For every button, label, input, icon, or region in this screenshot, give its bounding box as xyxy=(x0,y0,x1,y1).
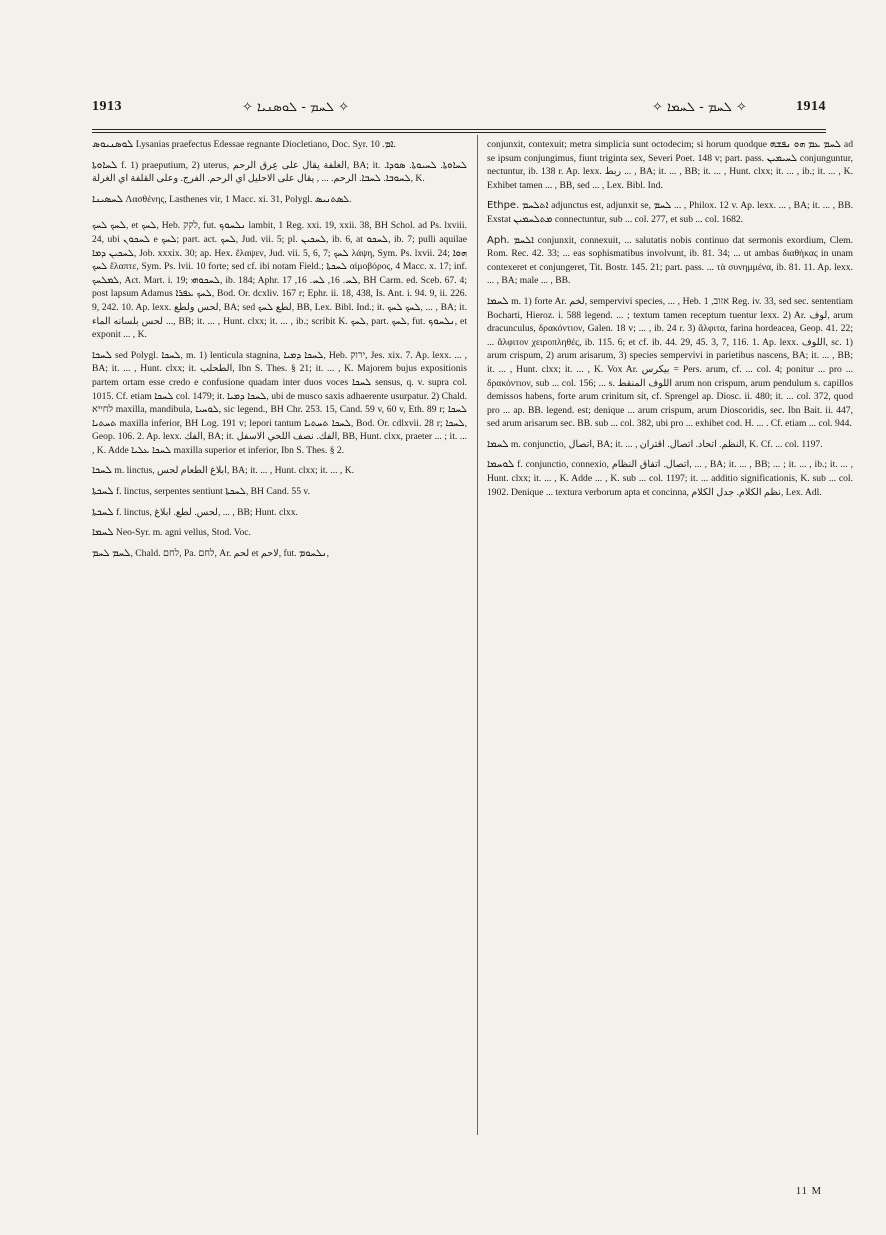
entry-text: f. 1) praeputium, 2) uterus, الغلفة يقال على عِرق الرحم, BA; it. ܠܚܐܘܬܐ. ܠܚܝܘܬܐ. ܣܘܕܐ. ܠܚܘܒܐ. ܠܚܒܐ. الرحم. ... , يقال على الاحليل اي الرحم. الفرج. وعلى القلفة اي الغرلة, K. xyxy=(92,159,467,185)
entry xyxy=(92,138,467,152)
entry-text: f. linctus, serpentes sentiunt ܠܚܟܬܐ, BH Cand. 55 v. xyxy=(115,486,310,498)
entry-text: conjunxit, contexuit; metra simplicia sunt octodecim; si horum quodque ܠܚܡ ܥܡ ܗܘ ܢܦܫܗ ad se ipsum conjungimus, fiunt triginta sex, Severi Poet. 148 v; part. pass. ܠܚܝܡܝܢ conjunguntur, nectuntur, ib. 138 r. Ap. lexx. ربط ... , BA; it. ... , BB; it. ... , Hunt. clxx; it. ... , ib.; it. ... , K. Exhibet tamen ... , BB, sed ... , Lex. Bibl. Ind. xyxy=(487,139,854,191)
entry-text: ܠܚܟ, et ܠܚܟ, Heb. לקק, fut. ܢܠܚܘܟ lambit, 1 Reg. xxi. 19, xxii. 38, BH Schol. ad Ps. lxviii. 24, ubi ܠܚܟܘܢ e ܠܚܟ; part. act. ܠܚܟ, Jud. vii. 5; pl. ܠܚܟܝܢ, ib. 6, at ܠܚܟܘ, ib. 7; pulli aquilae ܠܚܟܝܢ ܕܡܐ, Job. xxxix. 30; ap. Hex. ἔλαψεν, Jud. vii. 5, 6, 7; ܠܚܟ λάψη, Sym. Ps. lxvii. 24; ܗܘܐ ܠܚܟ ἔλαπτε, Sym. Ps. lvii. 10 forte; sed cf. ibi notam Field.; ܠܚܟܬܐ αἱμοβόρος, 4 Macc. x. 17; inf. ܠܡܠܚܟ, Act. Mart. i. 19; ܠܚܟܘܗܝ, ib. 184; Aphr. ܠܚ. 16, ܠܚ. 16, 17, BH Carm. ed. Sceb. 67. 4; post lapsum Adamus ܠܚܟ ܥܦܪܐ, Bod. Or. dcxliv. 167 r; Ephr. ii. 18, 438, Is. Ant. i. 94. 9, ii. 226. 9, 242. 10. Ap. lexx. لحس ولطع, BA; sed لطع ܠܚܟ, BB, Lex. Bibl. Ind.; it. ܠܚܟ ܠܚܟ, ... , BA; it. لحس بلسانه الماء ..., BB; it. ... , Hunt. clxx; it. ... , ib.; scribit K. ܠܚܟ, part. ܠܚܟ, fut. ܢܠܚܘܟ, et exponit ... , K. xyxy=(92,220,468,341)
right-page-number: 1914 xyxy=(796,99,826,114)
entry-headword: ܠܘܣܢܝܘܣ xyxy=(92,139,134,150)
entry-headword: Ethpe. xyxy=(487,200,520,212)
right-column xyxy=(487,138,853,506)
entry-headword: ܠܘܚܡܐ xyxy=(487,459,515,471)
entry-headword: ܠܚܟܐ xyxy=(92,465,112,477)
entry-text: ܐܬܠܚܡ adjunctus est, adjunxit se, ܠܚܡ ... , Philox. 12 v. Ap. lexx. ... , BA; it. ... , BB. Exstat ܡܬܠܚܡܝܢ connectuntur, sub ... col. 277, et sub ... col. 1682. xyxy=(487,200,853,225)
entry xyxy=(92,464,467,478)
left-page-number: 1913 xyxy=(92,99,122,114)
entry xyxy=(92,159,467,186)
entry-text: Lysanias praefectus Edessae regnante Diocletiano, Doc. Syr. ܐܡ. 10. xyxy=(135,139,396,150)
entry xyxy=(487,138,853,192)
header-rule xyxy=(92,129,826,130)
right-running-headword: ✧ ܠܚܡ - ܠܚܡܐ ✧ xyxy=(652,99,747,115)
entry-headword: Aph. xyxy=(487,234,510,246)
entry-headword: ܠܚܡܐ xyxy=(487,295,509,307)
entry-headword: ܠܚܡܐ xyxy=(487,438,509,450)
entry xyxy=(92,526,467,540)
entry xyxy=(487,458,853,499)
entry xyxy=(92,547,467,561)
entry-text: f. linctus, لحس. لطع. ابلاغ, ... , BB; Hunt. clxx. xyxy=(115,506,298,518)
entry-text: m. conjunctio, اتصال, BA; it. ... , النظم. اتحاد. اتصال. اقتران, K. Cf. ... col. 1197. xyxy=(510,438,823,450)
entry-text: m. 1) forte Ar. لخم, sempervivi species, ... , Heb. אזוב, 1 Reg. iv. 33, sed sec. sententiam Bocharti, Hieroz. i. 588 legend. ... ; textum tamen receptum tuentur lexx. 2) Ar. لوف, arum dracunculus, δρακόντιον, Galen. 18 v; ... , ib. 24 r. 3) ἄλφιτα, farina hordeacea, Geop. 41. 22; ... ἄλφιτον χειροπληθές, ib. 115. 6; et cf. ib. 44. 29, 45. 3, 7, 116. 1. Ap. lexx. اللوف, sc. 1) arum crispum, 2) arum arisarum, 3) species sempervivi in parietibus nascens, BA; it. ... , BB; it. ... , Hunt. clxx; it. ... , K. Vox Ar. بيكرس = Pers. arum, cf. ... col. 4; ponitur ... pro ... δρακόντιον, sub ... col. 156; ... s. اللوف المنقط arum non crispum, arum pendulum s. capillos demissos habens, forte arum crinitum sit, cf. Sprengel ap. Diosc. ii. 480; it. ... col. 372, quod pro ... ap. BB. legend. est; denique ... arum crispum, arum Dioscoridis, sec. Ibn Bait. ii. 447, sed arum arisarum sec. BB. sub ... col. 382, ubi pro ... exhibet cod. H. ... . Cf. etiam ... col. 944. xyxy=(487,295,853,430)
entry-text: sed Polygl. ܠܚܟܐ, m. 1) lenticula stagnina, ܠܚܟܐ ܕܡܝܐ, Heb. ירוק, Jes. xix. 7. Ap. lexx. ... , BA; it. ... , Hunt. clxx; it. الطحلب, Ibn S. Thes. § 21; it. ... , K. Majorem bujus expositionis partem ortam esse credo e confusione quadam inter duos voces ܠܚܟܐ sensus, q. v. supra col. 1015. Cf. etiam ܠܚܟܐ col. 1479; it. ܠܚܟܐ ܕܡܝܐ, ubi de musco saxis adhaerente usurpatur. 2) Chald. לחייא maxilla, mandibula, ܠܘܚܝܐ, sic legend., BH Chr. 253. 15, Cand. 59 v, 60 v, Eth. 89 r; ܠܚܟܐ ܬܚܬܝܐ maxilla inferior, BH Log. 191 v; lepori tantum ܠܚܟܐ ܬܚܬܝܐ, Bod. Or. cdlxvii. 28 r; ܠܚܟܐ, Geop. 106. 2. Ap. lexx. الفك, BA; it. الفك. نصف اللحي الاسفل, BB, Hunt. clxx, praeter ... ; it. ... , K. Adde ܠܚܟܐ ܥܠܝܐ maxilla superior et inferior, Ibn S. Thes. § 2. xyxy=(92,349,468,456)
entry xyxy=(92,349,467,458)
entry-headword: ܠܚܡ xyxy=(112,547,131,559)
entry-headword: ܠܚܟ xyxy=(110,220,127,232)
entry-headword: ܠܚܣܝܢܐ xyxy=(92,193,123,205)
entry-headword: ܠܚܡܐ xyxy=(92,527,114,539)
entry-headword: ܠܚܟܬܐ xyxy=(92,486,114,498)
entry xyxy=(92,219,467,341)
entry-text: Λασθένης, Lasthenes vir, 1 Macc. xi. 31, Polygl. ܠܣܬܢܝܣ. xyxy=(125,193,352,205)
column-divider xyxy=(477,135,478,1135)
entry xyxy=(487,295,853,431)
entry-headword: ܠܚܐܘܬܐ xyxy=(92,159,118,171)
entry xyxy=(92,193,467,207)
entry-headword: ܠܚܟܬܐ xyxy=(92,506,114,518)
entry xyxy=(92,485,467,499)
entry xyxy=(487,234,853,288)
entry xyxy=(92,506,467,520)
entry xyxy=(487,199,853,226)
entry-text: Neo-Syr. m. agni vellus, Stod. Voc. xyxy=(115,527,251,539)
entry xyxy=(487,438,853,452)
left-running-headword: ✧ ܠܚܡ - ܠܘܣܢܝܐ ✧ xyxy=(242,99,350,115)
entry-text: m. linctus, ابلاغ الطعام لحس, BA; it. ... , Hunt. clxx; it. ... , K. xyxy=(114,465,355,477)
entry-headword: ܠܚܟܐ xyxy=(92,349,112,361)
entry-text: ܠܚܡ, Chald. לחם, Pa. לחם, Ar. لحم et لاحم, fut. ܢܠܚܘܡ, xyxy=(92,547,329,559)
entry-text: f. conjunctio, connexio, اتصال. اتفاق النظام, ... , BA; it. ... , BB; ... ; it. ... , ib.; it. ... , Hunt. clxx; it. ... , K. Adde ... , K. sub ... col. 1197; it. ... additio significationis, K. sub ... col. 1902. Denique ... textura verborum apta et concinna, نظم الكلام. جدل الكلام, Lex. Adl. xyxy=(487,459,853,498)
entry-text: ܐܠܚܡ conjunxit, connexuit, ... salutatis nobis continuo dat sermonis exordium, Clem. Rom. Rec. 42. 33; ... eas sophismatibus involvunt, ib. 81. 34; ... ut ambas διαθήκας in unam contexeret et conjungeret, Tit. Bostr. 145. 21; part. pass. ... τὰ συνημμένα, ib. 81. 11. Ap. lexx. ... , BA; male ... , BB. xyxy=(487,234,853,287)
running-header xyxy=(92,96,826,118)
signature-mark: 11 M xyxy=(795,1186,822,1197)
left-column xyxy=(92,138,467,567)
header-rule-thin xyxy=(92,132,826,133)
